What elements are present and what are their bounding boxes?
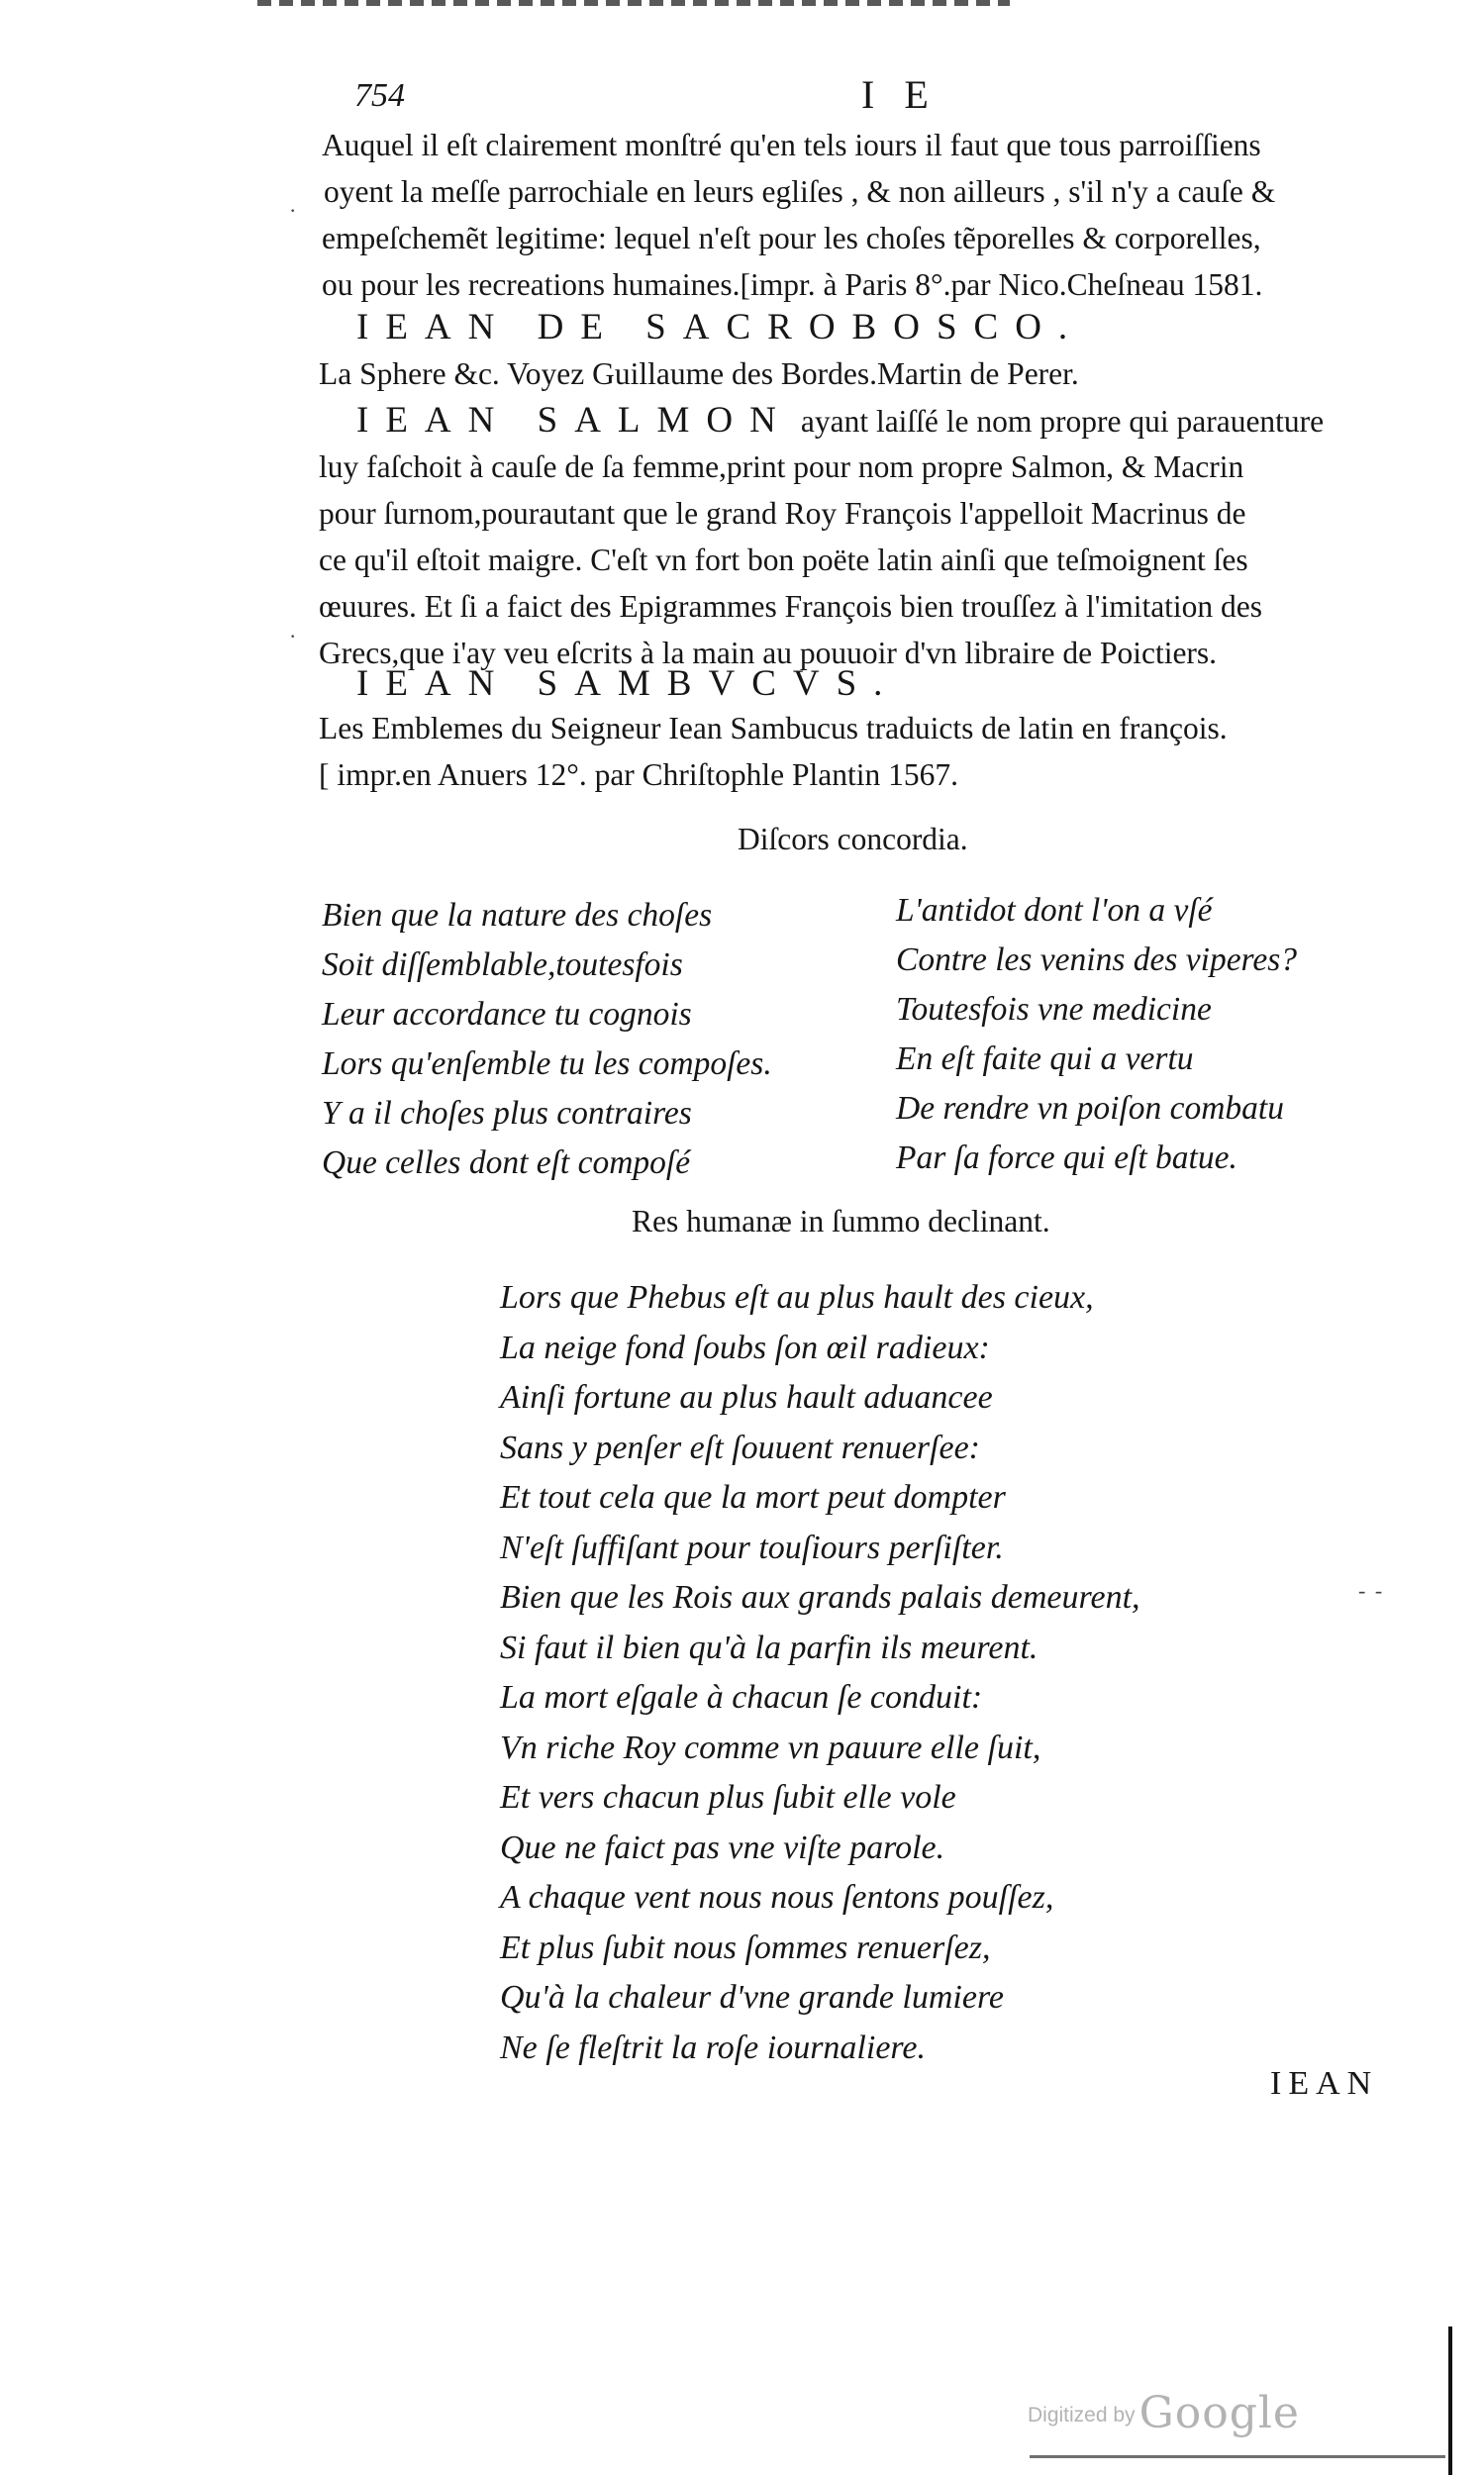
verse-line: Et vers chacun plus ſubit elle vole (500, 1779, 956, 1816)
poem-discors-column-left (322, 891, 772, 1188)
text-line: Grecs,que i'ay veu eſcrits à la main au pouuoir d'vn libraire de Poictiers. (319, 636, 1218, 670)
verse-line: Lors que Phebus eſt au plus hault des cieux, (500, 1279, 1094, 1316)
verse-line: Contre les venins des viperes? (896, 941, 1298, 978)
margin-mark: - - (1358, 1578, 1385, 1603)
text-line: ou pour les recreations humaines.[impr. à Paris 8°.par Nico.Cheſneau 1581. (322, 267, 1263, 302)
poem-title-res-humanae: Res humanæ in ſummo declinant. (632, 1204, 1050, 1238)
entry-heading-salmon: IEAN SALMON (356, 400, 793, 441)
text-line: pour ſurnom,pourautant que le grand Roy François l'appelloit Macrinus de (319, 496, 1246, 531)
text-line: [ impr.en Anuers 12°. par Chriſtophle Plantin 1567. (319, 757, 959, 792)
verse-line: Qu'à la chaleur d'vne grande lumiere (500, 1979, 1005, 2016)
verse-line: La mort eſgale à chacun ſe conduit: (500, 1679, 983, 1716)
verse-line: Par ſa force qui eſt batue. (896, 1139, 1237, 1176)
page-top-edge (257, 0, 1010, 6)
text-line: La Sphere &c. Voyez Guillaume des Bordes.Martin de Perer. (319, 356, 1079, 391)
verse-line: De rendre vn poiſon combatu (896, 1090, 1284, 1127)
entry-heading-salmon-line (356, 396, 1324, 446)
running-head-title: I E (861, 72, 939, 117)
entry-salmon-body (319, 444, 1262, 676)
google-logo: Google (1138, 2388, 1300, 2438)
text-line: œuures. Et ſi a faict des Epigrammes François bien trouſſez à l'imitation des (319, 589, 1263, 624)
verse-line: Bien que la nature des choſes (322, 897, 713, 934)
verse-line: Leur accordance tu cognois (322, 996, 692, 1033)
verse-line: Que ne faict pas vne viſte parole. (500, 1829, 945, 1866)
verse-line: Y a il choſes plus contraires (322, 1095, 692, 1132)
poem-title-discors: Diſcors concordia. (738, 822, 968, 856)
verse-line: Et tout cela que la mort peut dompter (500, 1479, 1006, 1516)
intro-paragraph (322, 122, 1275, 308)
verse-line: Et plus ſubit nous ſommes renuerſez, (500, 1929, 991, 1966)
verse-line: Vn riche Roy comme vn pauure elle ſuit, (500, 1729, 1041, 1766)
entry-heading-sacrobosco: IEAN DE SACROBOSCO. (356, 307, 1085, 347)
entry-heading-sambucus: IEAN SAMBVCVS. (356, 663, 900, 704)
entry-heading-continuation: ayant laiſſé le nom propre qui parauenture (800, 404, 1325, 439)
verse-line: Ne ſe fleſtrit la roſe iournaliere. (500, 2029, 926, 2066)
poem-discors-column-right (896, 886, 1297, 1183)
verse-line: L'antidot dont l'on a vſé (896, 892, 1213, 929)
verse-line: La neige fond ſoubs ſon œil radieux: (500, 1329, 990, 1366)
verse-line: Soit diſſemblable,toutesfois (322, 946, 683, 983)
verse-line: A chaque vent nous nous ſentons pouſſez, (500, 1879, 1054, 1916)
catchword: IEAN (1270, 2065, 1379, 2102)
entry-sacrobosco-body (319, 350, 1079, 397)
verse-line: Si faut il bien qu'à la parfin ils meurent. (500, 1629, 1039, 1666)
verse-line: Sans y penſer eſt ſouuent renuerſee: (500, 1429, 980, 1466)
verse-line: Lors qu'enſemble tu les compoſes. (322, 1045, 772, 1082)
page-bottom-edge (1030, 2455, 1445, 2458)
text-line: empeſchemẽt legitime: lequel n'eſt pour les choſes tẽporelles & corporelles, (322, 221, 1261, 255)
watermark-prefix: Digitized by (1028, 2404, 1136, 2426)
verse-line: Toutesfois vne medicine (896, 991, 1212, 1028)
page-right-edge (1448, 2326, 1452, 2475)
page-number: 754 (354, 77, 405, 114)
verse-line: Bien que les Rois aux grands palais demeurent, (500, 1579, 1140, 1616)
digitized-by-google-watermark (1028, 2388, 1300, 2438)
verse-line: N'eſt ſuffiſant pour touſiours perſiſter. (500, 1529, 1004, 1566)
verse-line: Que celles dont eſt compoſé (322, 1144, 691, 1181)
poem-res-humanae-verses (500, 1273, 1140, 2073)
text-line: luy faſchoit à cauſe de ſa femme,print pour nom propre Salmon, & Macrin (319, 449, 1244, 484)
entry-sambucus-body (319, 705, 1228, 798)
verse-line: Ainſi fortune au plus hault aduancee (500, 1379, 993, 1416)
text-line: ce qu'il eſtoit maigre. C'eſt vn fort bon poëte latin ainſi que teſmoignent ſes (319, 543, 1248, 577)
text-line: oyent la meſſe parrochiale en leurs egliſes , & non ailleurs , s'il n'y a cauſe & (324, 174, 1276, 209)
verse-line: En eſt faite qui a vertu (896, 1040, 1194, 1077)
text-line: Les Emblemes du Seigneur Iean Sambucus traduicts de latin en françois. (319, 711, 1228, 745)
text-line: Auquel il eſt clairement monſtré qu'en tels iours il faut que tous parroiſſiens (322, 128, 1261, 162)
margin-mark: · (289, 624, 297, 648)
margin-mark: · (289, 198, 297, 223)
